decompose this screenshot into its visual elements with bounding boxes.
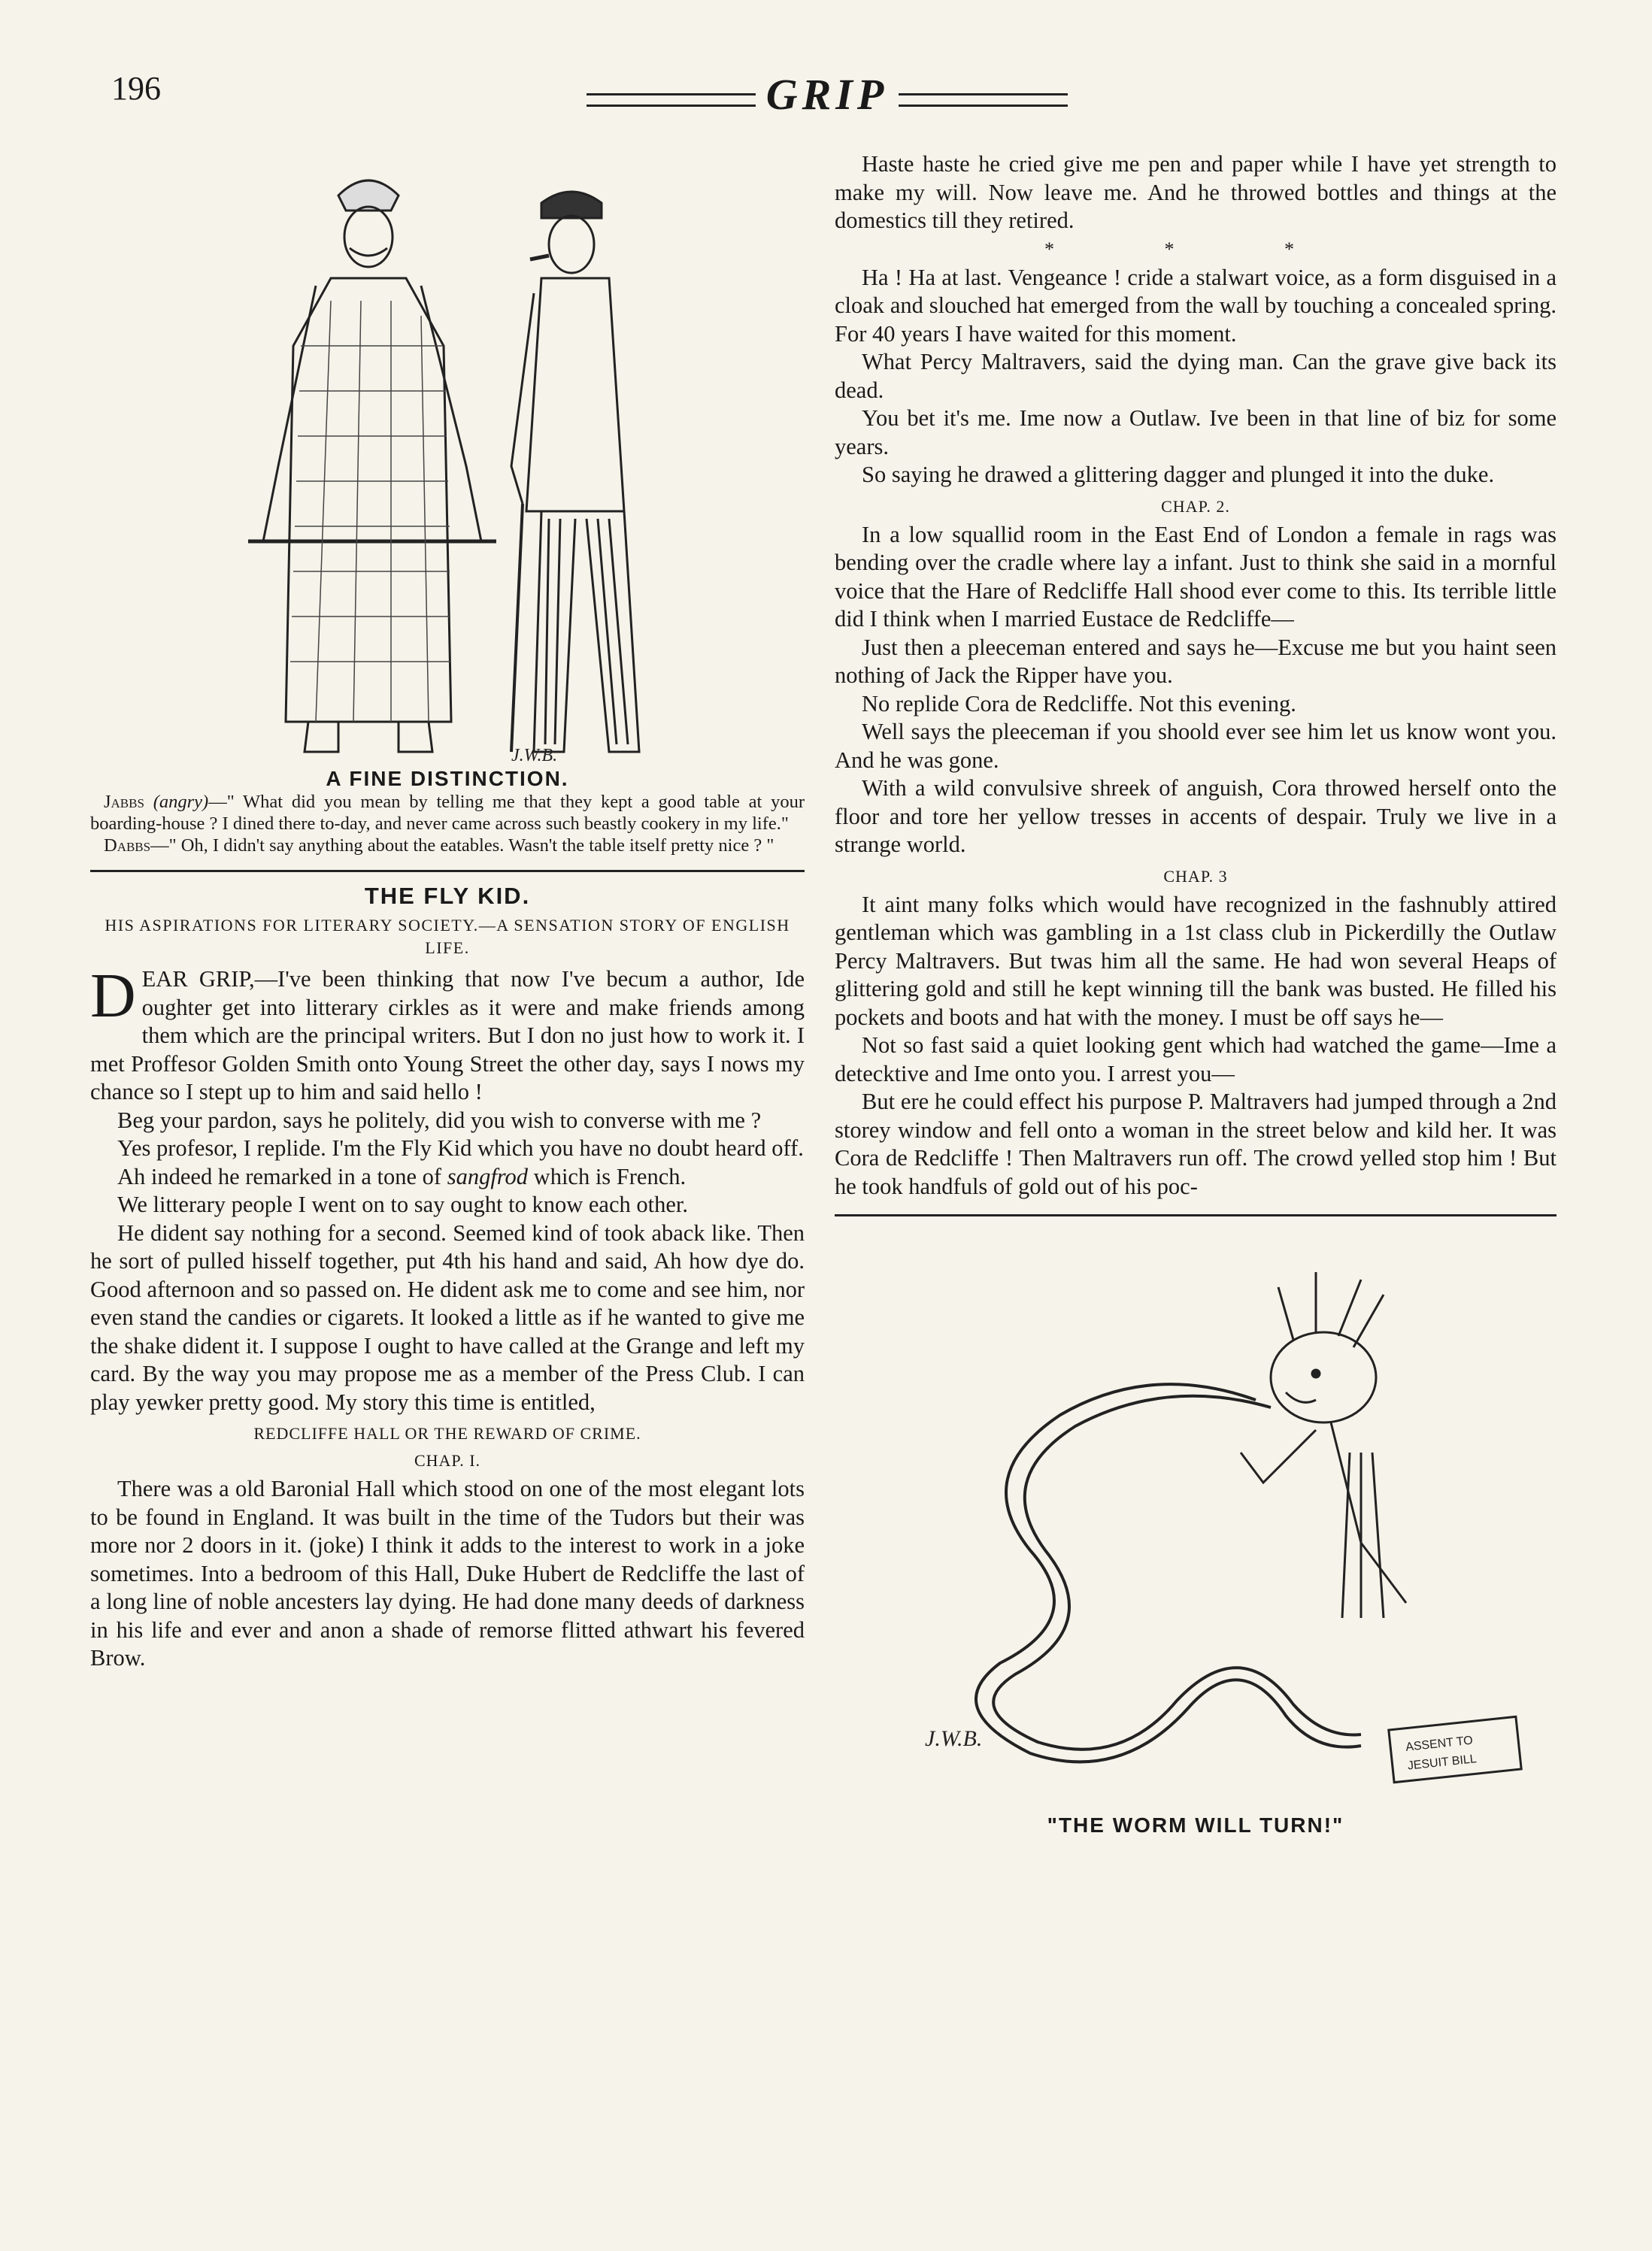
jabbs-text: —" What did you mean by telling me that they kept a good table at your boarding-house ? I dined there to-day, and never came across such beastly cookery in my life."	[90, 792, 805, 834]
chapter-3-heading: CHAP. 3	[1163, 866, 1228, 886]
paper-label-1: ASSENT TO	[1405, 1734, 1474, 1754]
chapter-2-paragraph-2: Just then a pleeceman entered and says he—Excuse me but you haint seen nothing of Jack the Ripper have you.	[835, 634, 1557, 688]
story-paragraph-6: He dident say nothing for a second. Seemed kind of took aback like. Then he sort of pulled hisself together, put 4th his hand and said, Ah how dye do. Good afternoon and so passed on. He dident ask me to come and see him, nor even stand the candies or cigarets. It looked a little as if he wanted to give me the shake dident it. I suppose I ought to have called at the Grange and left my card. By the way you may propose me as a member of the Press Club. I can play yewker pretty good. My story this time is entitled,	[90, 1219, 805, 1415]
assent-paper	[1389, 1716, 1521, 1782]
worm-illustration	[835, 1227, 1557, 1813]
divider-rule-right	[835, 1214, 1557, 1216]
chapter-2-paragraph-3: No replide Cora de Redcliffe. Not this evening.	[862, 690, 1296, 717]
jabbs-direction: (angry)	[153, 792, 209, 812]
chapter-1-paragraph-3: Ha ! Ha at last. Vengeance ! cride a stalwart voice, as a form disguised in a cloak and slouched hat emerged from the wall by touching a concealed spring. For 40 years I have waited for this moment.	[835, 264, 1557, 347]
worm-arms	[1241, 1422, 1406, 1618]
left-column	[90, 150, 805, 1673]
p4-text-b: which is French.	[528, 1163, 687, 1189]
chapter-3-paragraph-2: Not so fast said a quiet looking gent which had watched the game—Ime a detecktive and Ime onto you. I arrest you—	[835, 1032, 1557, 1086]
story-paragraph-4	[90, 1163, 805, 1192]
jabbs-speaker: Jabbs	[104, 792, 144, 812]
p1-text: EAR GRIP,—I've been thinking that now I've becum a author, Ide oughter get into litterary cirkles as it were and make friends among them which are the principal writers. But I don no just how to work it. I met Proffesor Golden Smith onto Young Street the other day, says I nows my chance so I stept up to him and said hello !	[90, 966, 805, 1104]
story-paragraph-1	[90, 961, 805, 1107]
story-paragraph-3: Yes profesor, I replide. I'm the Fly Kid which you have no doubt heard off.	[117, 1135, 804, 1161]
worm-body	[976, 1384, 1361, 1762]
chapter-2-heading: CHAP. 2.	[1161, 496, 1230, 516]
dabbs-figure	[511, 192, 639, 752]
chapter-2-paragraph-5: With a wild convulsive shreek of anguish, Cora throwed herself onto the floor and tore her yellow tresses in accents of despair. Truly we live in a strange world.	[835, 775, 1557, 857]
cartoon-worm-will-turn	[835, 1227, 1557, 1837]
chapter-1-paragraph-1: There was a old Baronial Hall which stood on one of the most elegant lots to be found in England. It was built in the time of the Tudors but their was more nor 2 doors in it. (joke) I think it adds to the interest to work in a joke sometimes. Into a bedroom of this Hall, Duke Hubert de Redcliffe the last of a long line of noble ancesters lay dying. He had done many deeds of darkness in his life and ever and anon a shade of remorse flitted athwart his fevered Brow.	[90, 1476, 805, 1671]
inner-story-title: REDCLIFFE HALL OR THE REWARD OF CRIME.	[253, 1424, 641, 1443]
masthead	[587, 69, 1068, 120]
checked-pattern	[290, 301, 451, 722]
chapter-2-paragraph-1: In a low squallid room in the East End of London a female in rags was bending over the cradle where lay a infant. Just to think she said in a mornful voice that the Hare of Redcliffe Hall shood ever come to this. Its terrible little did I think when I married Eustace de Redcliffe—	[835, 521, 1557, 632]
cartoon1-title: A FINE DISTINCTION.	[326, 767, 569, 790]
cartoon-fine-distinction	[90, 150, 805, 856]
chapter-1-heading: CHAP. I.	[414, 1451, 481, 1470]
p4-text-a: Ah indeed he remarked in a tone of	[117, 1163, 447, 1189]
chapter-3-paragraph-3: But ere he could effect his purpose P. Maltravers had jumped through a 2nd storey window and fell onto a woman in the street below and kild her. It was Cora de Redcliffe ! Then Maltravers run off. The crowd yelled stop him ! But he took handfuls of gold out of his poc-	[835, 1089, 1557, 1199]
page-number: 196	[111, 70, 161, 107]
cartoon1-signature: J.W.B.	[511, 746, 558, 765]
masthead-title: GRIP	[756, 70, 899, 119]
jabbs-line	[90, 791, 805, 835]
story-subtitle: HIS ASPIRATIONS FOR LITERARY SOCIETY.—A SENSATION STORY OF ENGLISH LIFE.	[105, 916, 790, 957]
dropcap: D	[90, 961, 136, 1031]
chapter-1-paragraph-2: Haste haste he cried give me pen and paper while I have yet strength to make my will. Now leave me. And he throwed bottles and things at the domestics till they retired.	[835, 151, 1557, 233]
chapter-1-paragraph-6: So saying he drawed a glittering dagger and plunged it into the duke.	[862, 462, 1495, 487]
story-paragraph-2: Beg your pardon, says he politely, did you wish to converse with me ?	[117, 1107, 762, 1133]
cartoon2-title: "THE WORM WILL TURN!"	[1047, 1813, 1344, 1837]
dabbs-text: —" Oh, I didn't say anything about the eatables. Wasn't the table itself pretty nice ? "	[150, 835, 774, 856]
section-stars: * * *	[1044, 238, 1347, 260]
worm-head	[1271, 1272, 1384, 1422]
right-column	[835, 150, 1557, 1837]
chapter-3-paragraph-1: It aint many folks which would have recognized in the fashnubly attired gentleman which was gambling in a 1st class club in Pickerdilly the Outlaw Percy Maltravers. But twas him all the same. He had won several Heaps of glittering gold and still he kept winning till the bank was busted. He filled his pockets and boots and hat with the money. I must be off says he—	[835, 891, 1557, 1030]
p4-italic: sangfrod	[447, 1163, 529, 1189]
chapter-1-paragraph-5: You bet it's me. Ime now a Outlaw. Ive been in that line of biz for some years.	[835, 405, 1557, 459]
dabbs-speaker: Dabbs	[104, 835, 151, 856]
divider-rule	[90, 870, 805, 872]
chapter-1-paragraph-4: What Percy Maltravers, said the dying man. Can the grave give back its dead.	[835, 349, 1557, 403]
dabbs-line	[90, 835, 805, 856]
cartoon2-signature: J.W.B.	[925, 1726, 983, 1751]
story-title: THE FLY KID.	[364, 883, 531, 909]
story-paragraph-5: We litterary people I went on to say ought to know each other.	[117, 1192, 688, 1217]
jabbs-figure	[248, 180, 496, 752]
chapter-2-paragraph-4: Well says the pleeceman if you shoold ever see him let us know wont you. And he was gone.	[835, 719, 1557, 773]
two-men-illustration	[90, 150, 805, 767]
paper-label-2: JESUIT BILL	[1407, 1753, 1478, 1773]
